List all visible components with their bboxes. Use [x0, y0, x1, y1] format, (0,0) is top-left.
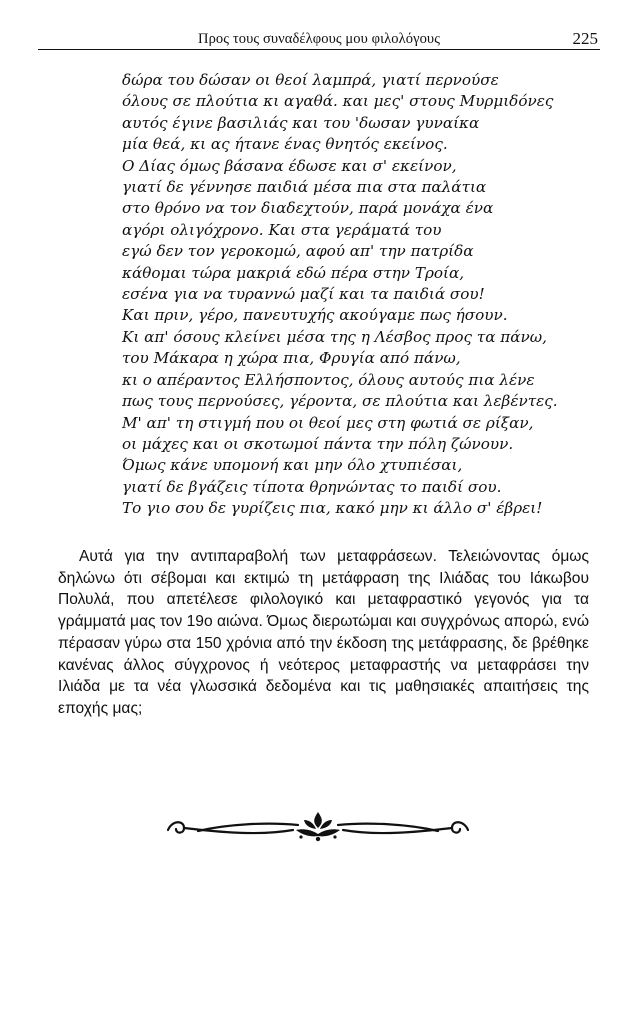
poem-line: αυτός έγινε βασιλιάς και του 'δωσαν γυναίκα	[122, 113, 480, 132]
poem-line: Ο Δίας όμως βάσανα έδωσε και σ' εκείνον,	[122, 156, 457, 175]
poem-line: εγώ δεν τον γεροκομώ, αφού απ' την πατρίδα	[122, 242, 474, 261]
poem-line: Και πριν, γέρο, πανευτυχής ακούγαμε πως ήσουν.	[122, 306, 508, 325]
poem-line: κι ο απέραντος Ελλήσποντος, όλους αυτούς πια λένε	[122, 370, 535, 389]
poem-line: πως τους περνούσες, γέροντα, σε πλούτια και λεβέντες.	[122, 392, 558, 411]
poem-line: Το γιο σου δε γυρίζεις πια, κακό μην κι άλλο σ' έβρει!	[122, 499, 543, 518]
poem-line: Μ' απ' τη στιγμή που οι θεοί μες στη φωτιά σε ρίξαν,	[122, 413, 534, 432]
poem-line: οι μάχες και οι σκοτωμοί πάντα την πόλη ζώνουν.	[122, 434, 514, 453]
poem-line: όλους σε πλούτια κι αγαθά. και μες' στους Μυρμιδόνες	[122, 92, 554, 111]
poem-line: δώρα του δώσαν οι θεοί λαμπρά, γιατί περνούσε	[122, 71, 499, 89]
poem-line: κάθομαι τώρα μακριά εδώ πέρα στην Τροία,	[122, 263, 465, 282]
poem-line: Κι απ' όσους κλείνει μέσα της η Λέσβος προς τα πάνω,	[122, 327, 547, 346]
body-paragraph: Αυτά για την αντιπαραβολή των μεταφράσεων. Τελειώνοντας όμως δηλώνω ότι σέβομαι και εκτιμώ τη μετάφραση της Ιλιάδας του Ιάκωβου Πολυλά, που απετέλεσε φιλολογικό και μεταφραστικό γεγονός για τα γράμματά μας τον 19ο αιώνα. Όμως διερωτώμαι και συγχρόνως απορώ, ενώ πέρασαν γύρω στα 150 χρόνια από την έκδοση της μετάφρασης, δε βρέθηκε κανένας άλλος σύγχρονος ή νεότερος μεταφραστής να μεταφράσει την Ιλιάδα με τα νέα γλωσσικά δεδομένα και τις μαθησιακές απαιτήσεις της εποχής μας;	[58, 548, 589, 717]
poem-line: γιατί δε βγάζεις τίποτα θρηνώντας το παιδί σου.	[122, 477, 502, 496]
poem-line: αγόρι ολιγόχρονο. Και στα γεράματά του	[122, 220, 442, 239]
page-number: 225	[572, 29, 598, 48]
poem-line: Όμως κάνε υπομονή και μην όλο χτυπιέσαι,	[122, 456, 463, 475]
poem-line: γιατί δε γέννησε παιδιά μέσα πια στα παλάτια	[122, 178, 487, 197]
running-title: Προς τους συναδέλφους μου φιλολόγους	[198, 31, 441, 47]
poem-line: στο θρόνο να τον διαδεχτούν, παρά μονάχα ένα	[122, 199, 494, 218]
poem-block	[122, 70, 592, 520]
scroll-flourish-ornament-icon	[158, 806, 478, 846]
poem-line: μία θεά, κι ας ήτανε ένας θνητός εκείνος.	[122, 135, 448, 154]
running-header	[38, 29, 600, 50]
poem-line: του Μάκαρα η χώρα πια, Φρυγία από πάνω,	[122, 349, 461, 368]
poem-line: εσένα για να τυραννώ μαζί και τα παιδιά σου!	[122, 285, 485, 304]
